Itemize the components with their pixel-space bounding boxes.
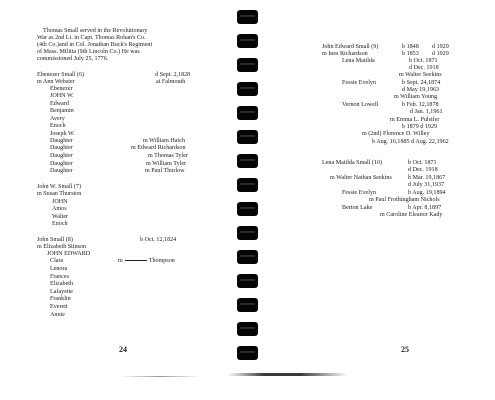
daughter-spouse: m Paul Thurlow — [145, 168, 185, 174]
ebenezer-spouse: m Ann Webster — [37, 79, 75, 85]
vernon-spouse1: m Emma L. Pulsifer — [390, 117, 440, 123]
daughter-name: Daughter — [50, 145, 73, 151]
intro-line-3: (4th Co.)and in Col. Jonathan Buck's Regiment — [37, 42, 153, 48]
binding-ring-icon — [237, 58, 258, 72]
binding-ring-icon — [237, 130, 258, 144]
fessie-name: Fessie Evelyn — [342, 80, 377, 86]
john-8-child: Elizabeth — [50, 281, 74, 287]
vernon-name: Vernon Lowell — [342, 102, 379, 108]
daughter-spouse: m Edward Richardson — [131, 145, 186, 151]
fessie-birth: b Sept. 24,1874 — [402, 80, 441, 86]
ebenezer-child: Ebenezer — [50, 86, 73, 92]
john-8-birth: b Oct. 12,1824 — [140, 237, 177, 243]
fessie2-birth: b Aug. 19,1894 — [408, 190, 446, 196]
lena-birth: b Oct. 1871 — [409, 58, 438, 64]
intro-line-5: commissioned July 25, 1776. — [37, 56, 109, 62]
walter-death: d July 31,1937 — [408, 182, 445, 188]
john-w-child: JOHN — [52, 199, 68, 205]
vernon-spouse2: m (2nd) Florence D. Willey — [362, 131, 430, 137]
intro-line-4: of Mass. Militia (9th Lincoln Co.) He was — [37, 49, 140, 55]
john-edward-birth: b 1848 — [402, 44, 419, 50]
john-w-child: Walter — [52, 214, 69, 220]
berton-spouse: m Caroline Eleanor Kady — [380, 212, 443, 218]
fessie2-spouse: m Paul Frothingham Nichols — [369, 197, 440, 203]
ebenezer-heading: Ebenezer Small (6) — [37, 72, 85, 78]
ebenezer-child: Edward — [50, 101, 69, 107]
berton-name: Berton Lake — [342, 205, 373, 211]
ebenezer-child: Benjamin — [50, 108, 74, 114]
binding-ring-icon — [237, 274, 258, 288]
vernon-birth: b Feb. 12,1878 — [402, 102, 439, 108]
ebenezer-child: Enoch — [50, 123, 66, 129]
john-w-spouse: m Susan Thurston — [37, 191, 82, 197]
daughter-spouse: m Thomas Tyler — [148, 153, 188, 159]
left-page — [0, 0, 238, 370]
clara-spouse: Thompson — [148, 258, 175, 264]
binding-ring-icon — [237, 178, 258, 192]
john-edward-spouse: m Ines Richardson — [322, 51, 368, 57]
binding-ring-icon — [237, 346, 258, 360]
binding-ring-icon — [237, 82, 258, 96]
intro-line-1: Thomas Small served in the Revolutionary — [43, 28, 148, 34]
walter-birth: b Mar. 19,1867 — [408, 175, 446, 181]
binding-ring-icon — [237, 298, 258, 312]
binding-ring-icon — [237, 154, 258, 168]
daughter-name: Daughter — [50, 168, 73, 174]
page-edge-shadow — [228, 373, 348, 376]
john-w-child: Enoch — [52, 221, 68, 227]
daughter-spouse: m William Tyler — [146, 161, 187, 167]
lena-name: Lena Matilda — [342, 58, 375, 64]
right-page — [262, 0, 495, 370]
john-8-child: Lafayette — [50, 289, 74, 295]
lena-small-birth: b Oct. 1871 — [408, 160, 437, 166]
daughter-name: Daughter — [50, 153, 73, 159]
ebenezer-child: JOHN W. — [50, 93, 74, 99]
john-8-child: Clara — [50, 258, 64, 264]
john-8-heading: John Small (8) — [37, 237, 73, 243]
john-edward-death: d 1929 — [432, 44, 449, 50]
vernon-spouse1-dates: b 1879 d 1929 — [402, 124, 438, 130]
binding-ring-icon — [237, 10, 258, 24]
daughter-name: Daughter — [50, 161, 73, 167]
clara-m: m — [118, 258, 123, 264]
binding-ring-icon — [237, 202, 258, 216]
john-edward-heading: John Edward Small (9) — [322, 44, 379, 50]
lena-small-spouse: m Walter Nathan Seekins — [330, 175, 392, 181]
binding-ring-icon — [237, 250, 258, 264]
ebenezer-death: d Sept. 2,1828 — [155, 72, 191, 78]
ebenezer-child: Joseph W. — [50, 131, 75, 137]
lena-small-death: d Dec. 1918 — [408, 167, 438, 173]
spiral-binding — [233, 0, 263, 400]
vernon-death: d Jan. 1,1961 — [410, 109, 443, 115]
john-8-child: Annie — [50, 312, 65, 318]
intro-line-2: War as 2nd Lt. in Capt. Thomas Rohan's Co. — [37, 35, 146, 41]
lena-death: d Dec. 1918 — [409, 65, 439, 71]
ines-death: d 1929 — [432, 51, 449, 57]
clara-marriage — [118, 258, 175, 265]
john-8-child: Lenora — [50, 266, 68, 272]
lena-heading: Lena Matilda Small (10) — [322, 160, 383, 166]
page-edge-shadow — [120, 376, 200, 377]
john-w-heading: John W. Small (7) — [37, 184, 82, 190]
vernon-spouse2-dates: b Aug. 16,1885 d Aug. 22,1962 — [372, 139, 449, 145]
john-8-child: Everett — [50, 304, 68, 310]
binding-ring-icon — [237, 34, 258, 48]
berton-birth: b Apr. 8,1897 — [408, 205, 442, 211]
ebenezer-place: at Falmouth — [156, 79, 186, 85]
page-number-left: 24 — [119, 345, 127, 354]
john-8-child: Franklin — [50, 296, 71, 302]
fessie-spouse: m William Young — [394, 94, 438, 100]
ines-birth: b 1853 — [402, 51, 419, 57]
john-w-child: Amos — [52, 206, 67, 212]
ebenezer-child: Avery — [50, 116, 65, 122]
binding-ring-icon — [237, 322, 258, 336]
john-8-child: Frances — [50, 274, 69, 280]
binding-ring-icon — [237, 226, 258, 240]
fessie-death: d May 19,1963 — [402, 87, 440, 93]
daughter-spouse: m William Hatch — [143, 138, 185, 144]
page-number-right: 25 — [401, 345, 409, 354]
john-8-spouse: m Elizabeth Stinson — [37, 244, 87, 250]
lena-spouse: m Walter Seekins — [399, 72, 442, 78]
daughter-name: Daughter — [50, 138, 73, 144]
john-8-child: JOHN EDWARD — [47, 251, 91, 257]
blank-line — [125, 260, 147, 261]
fessie2-name: Fessie Evelyn — [342, 190, 377, 196]
binding-ring-icon — [237, 106, 258, 120]
